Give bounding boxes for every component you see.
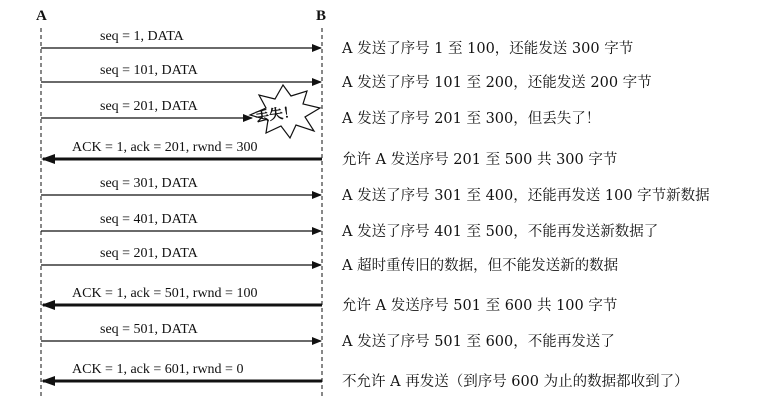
message-note: A 发送了序号 201 至 300，但丢失了！ <box>342 111 601 127</box>
message-note: A 发送了序号 501 至 600，不能再发送了 <box>342 334 615 350</box>
message-note: A 发送了序号 1 至 100，还能发送 300 字节 <box>342 41 634 57</box>
message-note: A 发送了序号 401 至 500，不能再发送新数据了 <box>342 224 659 240</box>
message-label: ACK = 1, ack = 501, rwnd = 100 <box>72 286 258 301</box>
node-b-label: B <box>316 8 327 24</box>
message-note: 允许 A 发送序号 501 至 600 共 100 字节 <box>342 298 618 314</box>
message-label: ACK = 1, ack = 601, rwnd = 0 <box>72 362 244 377</box>
lost-label: 丢失！ <box>254 104 299 126</box>
message-note: 允许 A 发送序号 201 至 500 共 300 字节 <box>342 152 618 168</box>
message-label: seq = 201, DATA <box>100 246 198 261</box>
message-note: 不允许 A 再发送（到序号 600 为止的数据都收到了） <box>342 374 689 390</box>
node-a-label: A <box>36 8 47 24</box>
message-label: seq = 1, DATA <box>100 29 184 44</box>
message-note: A 超时重传旧的数据，但不能发送新的数据 <box>342 258 619 274</box>
message-label: seq = 501, DATA <box>100 322 198 337</box>
message-note: A 发送了序号 301 至 400，还能再发送 100 字节新数据 <box>342 188 710 204</box>
message-label: seq = 201, DATA <box>100 99 198 114</box>
message-label: seq = 101, DATA <box>100 63 198 78</box>
message-label: seq = 401, DATA <box>100 212 198 227</box>
message-label: seq = 301, DATA <box>100 176 198 191</box>
message-note: A 发送了序号 101 至 200，还能发送 200 字节 <box>342 75 652 91</box>
message-label: ACK = 1, ack = 201, rwnd = 300 <box>72 140 258 155</box>
